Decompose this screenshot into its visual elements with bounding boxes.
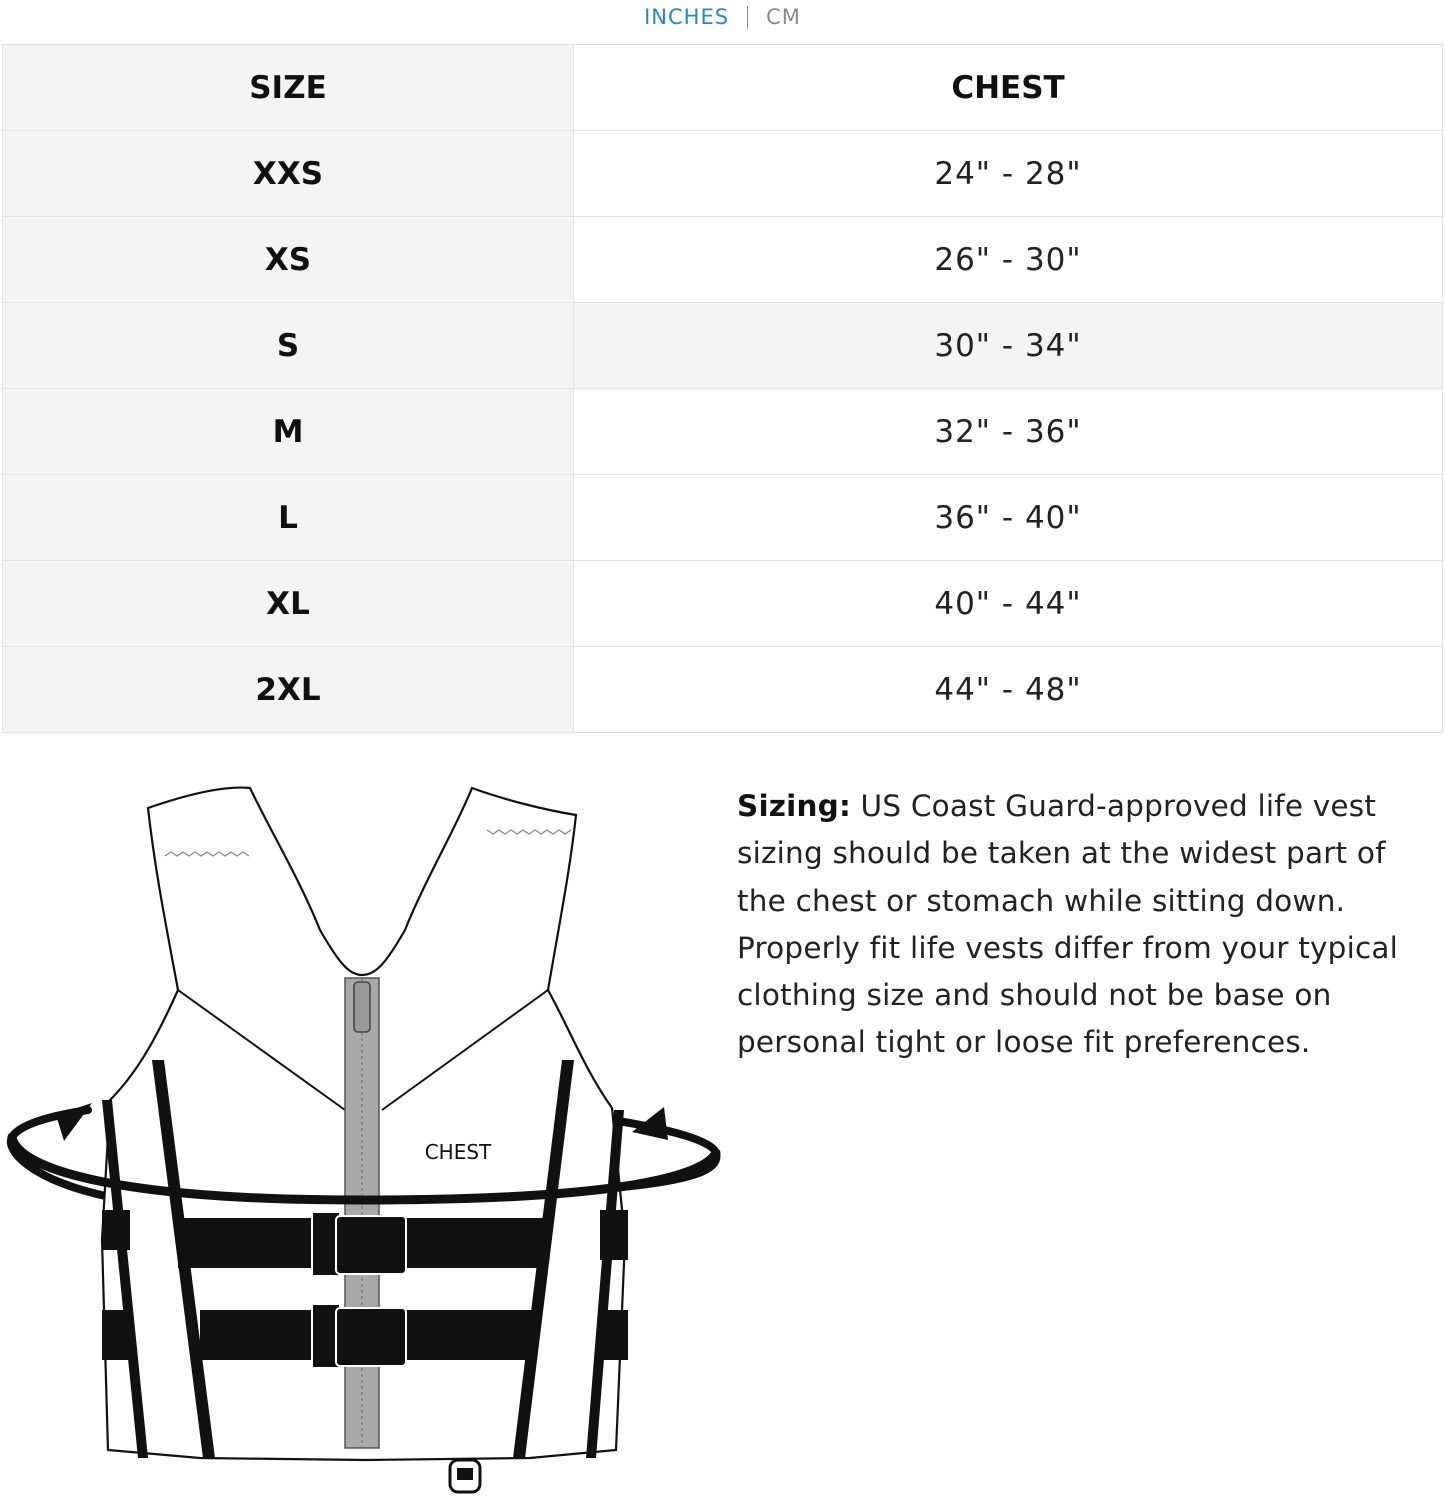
sizing-note-label: Sizing: bbox=[737, 789, 851, 823]
table-header-row bbox=[3, 45, 1443, 131]
chest-cell: 44" - 48" bbox=[574, 647, 1443, 733]
table-row bbox=[3, 217, 1443, 303]
right-side-strap-lower bbox=[598, 1310, 628, 1360]
size-cell: XXS bbox=[3, 131, 574, 217]
chest-cell: 30" - 34" bbox=[574, 303, 1443, 389]
sizing-note bbox=[737, 783, 1437, 1067]
chest-cell: 32" - 36" bbox=[574, 389, 1443, 475]
size-cell: XS bbox=[3, 217, 574, 303]
table-row bbox=[3, 389, 1443, 475]
unit-inches-tab[interactable]: INCHES bbox=[644, 5, 730, 29]
size-cell: 2XL bbox=[3, 647, 574, 733]
chest-column-header: CHEST bbox=[574, 45, 1443, 131]
chest-cell: 36" - 40" bbox=[574, 475, 1443, 561]
unit-separator bbox=[747, 6, 748, 28]
chest-cell: 24" - 28" bbox=[574, 131, 1443, 217]
size-cell: L bbox=[3, 475, 574, 561]
left-side-strap-lower bbox=[102, 1310, 132, 1360]
unit-cm-tab[interactable]: CM bbox=[766, 5, 801, 29]
size-cell: XL bbox=[3, 561, 574, 647]
left-side-strap-upper bbox=[102, 1210, 130, 1250]
table-row bbox=[3, 303, 1443, 389]
unit-toggle bbox=[0, 2, 1445, 32]
bottom-ring-clip bbox=[457, 1468, 473, 1480]
table-row bbox=[3, 561, 1443, 647]
chest-label: CHEST bbox=[424, 1140, 492, 1164]
table-row bbox=[3, 647, 1443, 733]
upper-strap-right bbox=[405, 1218, 545, 1268]
life-vest-icon bbox=[0, 770, 730, 1500]
sizing-note-text: US Coast Guard-approved life vest sizing should be taken at the widest part of the chest or stomach while sitting down. Properly fit life vests differ from your typical clothing size and should not be base on personal tight or loose fit preferences. bbox=[737, 789, 1399, 1060]
upper-strap-left bbox=[178, 1218, 313, 1268]
lower-strap-right bbox=[405, 1310, 533, 1360]
table-row bbox=[3, 131, 1443, 217]
table-row bbox=[3, 475, 1443, 561]
zipper-pull-icon bbox=[354, 982, 370, 1032]
upper-buckle-icon bbox=[336, 1216, 406, 1274]
lower-buckle-icon bbox=[336, 1308, 406, 1366]
right-side-strap-upper bbox=[600, 1210, 628, 1260]
chest-cell: 40" - 44" bbox=[574, 561, 1443, 647]
lower-strap-left bbox=[200, 1310, 315, 1360]
size-cell: S bbox=[3, 303, 574, 389]
chest-cell: 26" - 30" bbox=[574, 217, 1443, 303]
size-cell: M bbox=[3, 389, 574, 475]
size-column-header: SIZE bbox=[3, 45, 574, 131]
size-chart-table bbox=[2, 44, 1443, 733]
